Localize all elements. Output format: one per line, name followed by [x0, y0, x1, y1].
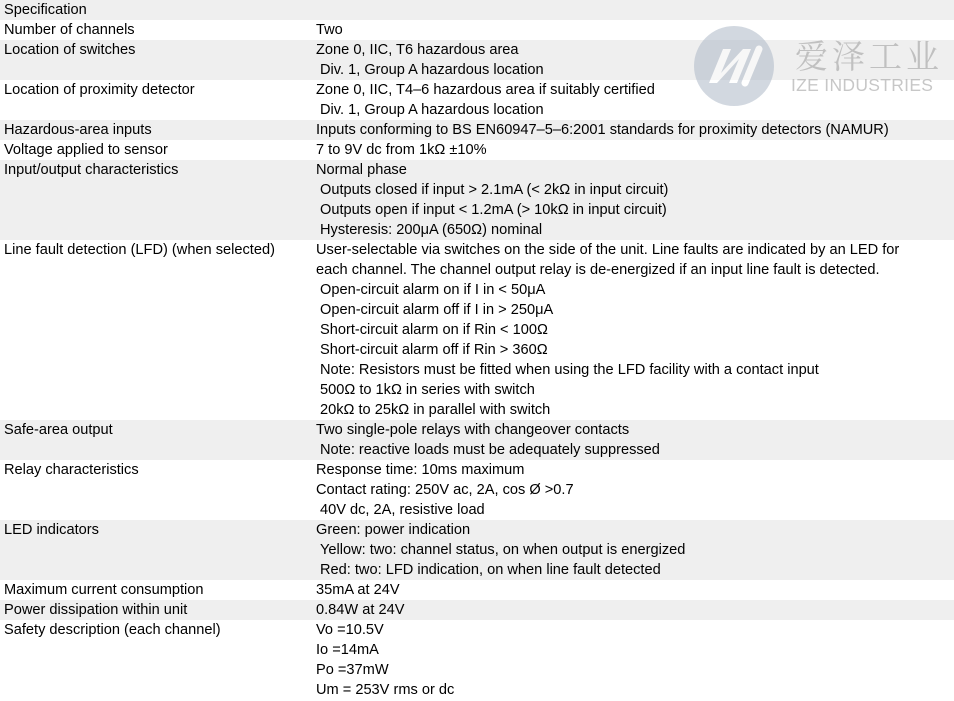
- row-value-line: Open-circuit alarm off if I in > 250μA: [320, 302, 554, 318]
- table-header: Specification: [4, 2, 87, 18]
- row-value-line: Outputs closed if input > 2.1mA (< 2kΩ in input circuit): [320, 182, 669, 198]
- row-value-line: Red: two: LFD indication, on when line fault detected: [320, 562, 661, 578]
- row-value-line: Po =37mW: [316, 662, 389, 678]
- row-label: Location of proximity detector: [4, 82, 195, 98]
- row-label: LED indicators: [4, 522, 99, 538]
- table-body: [0, 20, 954, 700]
- row-value-line: 0.84W at 24V: [316, 602, 405, 618]
- table-row: [0, 520, 954, 580]
- row-value-line: Short-circuit alarm on if Rin < 100Ω: [320, 322, 548, 338]
- row-value-line: Hysteresis: 200μA (650Ω) nominal: [320, 222, 543, 238]
- row-value-line: Two single-pole relays with changeover contacts: [316, 422, 630, 438]
- row-value-line: Zone 0, IIC, T6 hazardous area: [316, 42, 519, 58]
- row-label: Location of switches: [4, 42, 136, 58]
- row-value-line: Note: Resistors must be fitted when using the LFD facility with a contact input: [320, 362, 819, 378]
- table-row: [0, 240, 954, 420]
- row-value-line: 40V dc, 2A, resistive load: [320, 502, 485, 518]
- table-row: [0, 140, 954, 160]
- row-label: Relay characteristics: [4, 462, 139, 478]
- table-row: [0, 420, 954, 460]
- row-value-line: Response time: 10ms maximum: [316, 462, 525, 478]
- watermark-chinese-text: 爱泽工业: [795, 37, 943, 76]
- row-value-line: Div. 1, Group A hazardous location: [320, 102, 544, 118]
- row-value-line: Contact rating: 250V ac, 2A, cos Ø >0.7: [316, 482, 574, 498]
- row-value-line: Vo =10.5V: [316, 622, 384, 638]
- row-label: Input/output characteristics: [4, 162, 179, 178]
- row-label: Safety description (each channel): [4, 622, 221, 638]
- row-value-line: Short-circuit alarm off if Rin > 360Ω: [320, 342, 548, 358]
- row-value-line: Outputs open if input < 1.2mA (> 10kΩ in input circuit): [320, 202, 667, 218]
- table-row: [0, 580, 954, 600]
- row-value-line: 20kΩ to 25kΩ in parallel with switch: [320, 402, 551, 418]
- row-value-line: 7 to 9V dc from 1kΩ ±10%: [316, 142, 487, 158]
- ize-industries-watermark: [693, 25, 943, 120]
- row-value-line: Green: power indication: [316, 522, 471, 538]
- table-row: [0, 120, 954, 140]
- watermark-english-text: IZE INDUSTRIES: [791, 75, 934, 95]
- table-row: [0, 460, 954, 520]
- ize-logo-icon: [693, 25, 775, 107]
- row-label: Voltage applied to sensor: [4, 142, 168, 158]
- row-value-line: Note: reactive loads must be adequately suppressed: [320, 442, 660, 458]
- row-value-line: Um = 253V rms or dc: [316, 682, 455, 698]
- row-value-line: Yellow: two: channel status, on when output is energized: [320, 542, 686, 558]
- table-row: [0, 600, 954, 620]
- row-value-line: User-selectable via switches on the side of the unit. Line faults are indicated by an LED for: [316, 242, 900, 258]
- row-label: Hazardous-area inputs: [4, 122, 152, 138]
- row-label: Line fault detection (LFD) (when selected): [4, 242, 275, 258]
- table-row: [0, 160, 954, 240]
- row-value-line: each channel. The channel output relay is de-energized if an input line fault is detected.: [316, 262, 880, 278]
- row-value-line: Two: [316, 22, 343, 38]
- row-value-line: Zone 0, IIC, T4–6 hazardous area if suitably certified: [316, 82, 655, 98]
- row-label: Power dissipation within unit: [4, 602, 188, 618]
- table-row: [0, 620, 954, 700]
- row-value-line: Div. 1, Group A hazardous location: [320, 62, 544, 78]
- row-value-line: Inputs conforming to BS EN60947–5–6:2001 standards for proximity detectors (NAMUR): [316, 122, 889, 138]
- row-value-line: Normal phase: [316, 162, 407, 178]
- table-header-row: [0, 0, 954, 20]
- row-value-line: 35mA at 24V: [316, 582, 400, 598]
- row-label: Number of channels: [4, 22, 135, 38]
- row-value-line: 500Ω to 1kΩ in series with switch: [320, 382, 535, 398]
- row-value-line: Io =14mA: [316, 642, 379, 658]
- row-label: Maximum current consumption: [4, 582, 204, 598]
- row-label: Safe-area output: [4, 422, 113, 438]
- row-value-line: Open-circuit alarm on if I in < 50μA: [320, 282, 546, 298]
